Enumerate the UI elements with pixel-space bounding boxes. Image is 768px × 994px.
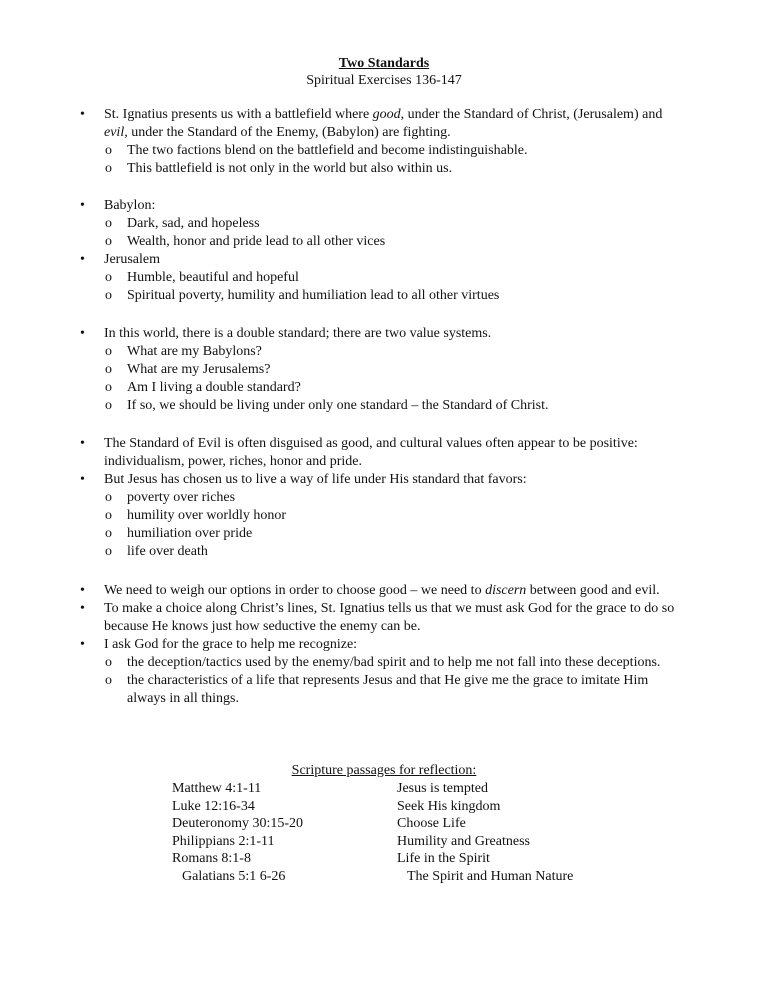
scripture-row bbox=[0, 780, 768, 798]
scripture-reference: Deuteronomy 30:15-20 bbox=[172, 816, 304, 831]
section-babylon-jerusalem bbox=[0, 197, 768, 305]
sub-bullet-item bbox=[0, 379, 768, 397]
sub-bullet-text: Am I living a double standard? bbox=[127, 380, 301, 395]
scripture-theme: Jesus is tempted bbox=[397, 781, 488, 796]
bullet-icon: • bbox=[80, 198, 85, 213]
bullet-icon: • bbox=[80, 436, 85, 451]
sub-bullet-item bbox=[0, 160, 768, 178]
scripture-reference: Luke 12:16-34 bbox=[172, 798, 255, 814]
sub-bullet-item bbox=[0, 489, 768, 507]
bullet-text: I ask God for the grace to help me recognize: bbox=[104, 637, 358, 652]
scripture-row bbox=[0, 798, 768, 816]
bullet-text: To make a choice along Christ’s lines, St. Ignatius tells us that we must ask God for the grace to do so because He knows just how seductive the enemy can be. bbox=[104, 601, 675, 634]
sub-bullet-item bbox=[0, 343, 768, 361]
sub-bullet-item bbox=[0, 543, 768, 561]
sub-bullet-item bbox=[0, 672, 768, 708]
sub-bullet-item bbox=[0, 287, 768, 305]
sub-bullet-text: If so, we should be living under only one standard – the Standard of Christ. bbox=[127, 398, 549, 413]
sub-bullet-item bbox=[0, 507, 768, 525]
sub-bullet-text: Humble, beautiful and hopeful bbox=[127, 270, 299, 285]
bullet-item bbox=[0, 435, 768, 471]
sub-bullet-icon: o bbox=[105, 508, 112, 523]
sub-bullet-icon: o bbox=[105, 398, 112, 413]
sub-bullet-text: humility over worldly honor bbox=[127, 508, 287, 523]
sub-bullet-text: the deception/tactics used by the enemy/bad spirit and to help me not fall into these deceptions. bbox=[127, 655, 661, 670]
sub-bullet-item bbox=[0, 525, 768, 543]
sub-bullet-icon: o bbox=[105, 161, 112, 176]
sub-bullet-text: Dark, sad, and hopeless bbox=[127, 216, 260, 231]
scripture-row bbox=[0, 815, 768, 833]
bullet-item bbox=[0, 636, 768, 654]
sub-bullet-icon: o bbox=[105, 288, 112, 303]
scripture-theme: Choose Life bbox=[397, 816, 466, 831]
bullet-text: St. Ignatius presents us with a battlefield where good, under the Standard of Christ, (Jerusalem) and evil, under the Standard of the Enemy, (Babylon) are fighting. bbox=[104, 107, 663, 140]
sub-bullet-icon: o bbox=[105, 216, 112, 231]
sub-bullet-icon: o bbox=[105, 673, 112, 688]
document-subtitle: Spiritual Exercises 136-147 bbox=[306, 73, 462, 88]
bullet-icon: • bbox=[80, 472, 85, 487]
sub-bullet-icon: o bbox=[105, 526, 112, 541]
scripture-theme: Seek His kingdom bbox=[397, 798, 501, 814]
bullet-icon: • bbox=[80, 601, 85, 616]
sub-bullet-icon: o bbox=[105, 143, 112, 158]
sub-bullet-icon: o bbox=[105, 655, 112, 670]
sub-bullet-icon: o bbox=[105, 380, 112, 395]
sub-bullet-text: The two factions blend on the battlefield and become indistinguishable. bbox=[127, 143, 528, 158]
scripture-theme: Humility and Greatness bbox=[397, 833, 530, 849]
sub-bullet-text: Wealth, honor and pride lead to all other vices bbox=[127, 234, 386, 249]
sub-bullet-text: Spiritual poverty, humility and humiliation lead to all other virtues bbox=[127, 288, 500, 303]
bullet-text: Jerusalem bbox=[104, 252, 160, 267]
sub-bullet-text: the characteristics of a life that represents Jesus and that He give me the grace to imitate Him always in all things. bbox=[127, 673, 649, 706]
bullet-item bbox=[0, 251, 768, 269]
bullet-text: Babylon: bbox=[104, 198, 156, 213]
bullet-icon: • bbox=[80, 326, 85, 341]
bullet-item bbox=[0, 106, 768, 142]
scripture-row bbox=[0, 833, 768, 851]
section-standard-of-evil bbox=[0, 435, 768, 561]
scripture-table bbox=[0, 780, 768, 885]
bullet-item bbox=[0, 197, 768, 215]
bullet-item bbox=[0, 582, 768, 600]
section-discernment bbox=[0, 582, 768, 708]
sub-bullet-icon: o bbox=[105, 490, 112, 505]
sub-bullet-text: This battlefield is not only in the world but also within us. bbox=[127, 161, 453, 176]
sub-bullet-item bbox=[0, 233, 768, 251]
sub-bullet-text: What are my Babylons? bbox=[127, 344, 262, 359]
bullet-icon: • bbox=[80, 637, 85, 652]
sub-bullet-item bbox=[0, 361, 768, 379]
sub-bullet-item bbox=[0, 269, 768, 287]
bullet-text: The Standard of Evil is often disguised as good, and cultural values often appear to be positive: individualism, power, riches, honor and pride. bbox=[104, 436, 638, 469]
bullet-item bbox=[0, 471, 768, 489]
section-double-standard bbox=[0, 325, 768, 415]
sub-bullet-item bbox=[0, 397, 768, 415]
scripture-reference: Romans 8:1-8 bbox=[172, 851, 251, 866]
bullet-icon: • bbox=[80, 583, 85, 598]
scripture-row bbox=[0, 868, 768, 886]
bullet-item bbox=[0, 600, 768, 636]
sub-bullet-icon: o bbox=[105, 234, 112, 249]
bullet-text: We need to weigh our options in order to choose good – we need to discern between good and evil. bbox=[104, 583, 660, 598]
sub-bullet-item bbox=[0, 654, 768, 672]
scripture-reference: Philippians 2:1-11 bbox=[172, 833, 275, 849]
sub-bullet-icon: o bbox=[105, 544, 112, 559]
scripture-row bbox=[0, 850, 768, 868]
sub-bullet-icon: o bbox=[105, 362, 112, 377]
sub-bullet-item bbox=[0, 215, 768, 233]
scripture-reference: Matthew 4:1-11 bbox=[172, 781, 262, 796]
bullet-text: In this world, there is a double standard; there are two value systems. bbox=[104, 326, 492, 341]
scripture-reference: Galatians 5:1 6-26 bbox=[182, 868, 286, 884]
section-battlefield bbox=[0, 106, 768, 178]
sub-bullet-text: What are my Jerusalems? bbox=[127, 362, 271, 377]
sub-bullet-text: poverty over riches bbox=[127, 490, 236, 505]
bullet-icon: • bbox=[80, 107, 85, 122]
sub-bullet-text: life over death bbox=[127, 544, 208, 559]
document-title: Two Standards bbox=[338, 56, 430, 71]
scripture-theme: The Spirit and Human Nature bbox=[407, 868, 574, 884]
bullet-text: But Jesus has chosen us to live a way of life under His standard that favors: bbox=[104, 472, 527, 487]
sub-bullet-item bbox=[0, 142, 768, 160]
sub-bullet-text: humiliation over pride bbox=[127, 526, 253, 541]
bullet-item bbox=[0, 325, 768, 343]
scripture-heading: Scripture passages for reflection: bbox=[291, 763, 477, 778]
scripture-theme: Life in the Spirit bbox=[397, 851, 490, 866]
sub-bullet-icon: o bbox=[105, 344, 112, 359]
bullet-icon: • bbox=[80, 252, 85, 267]
sub-bullet-icon: o bbox=[105, 270, 112, 285]
